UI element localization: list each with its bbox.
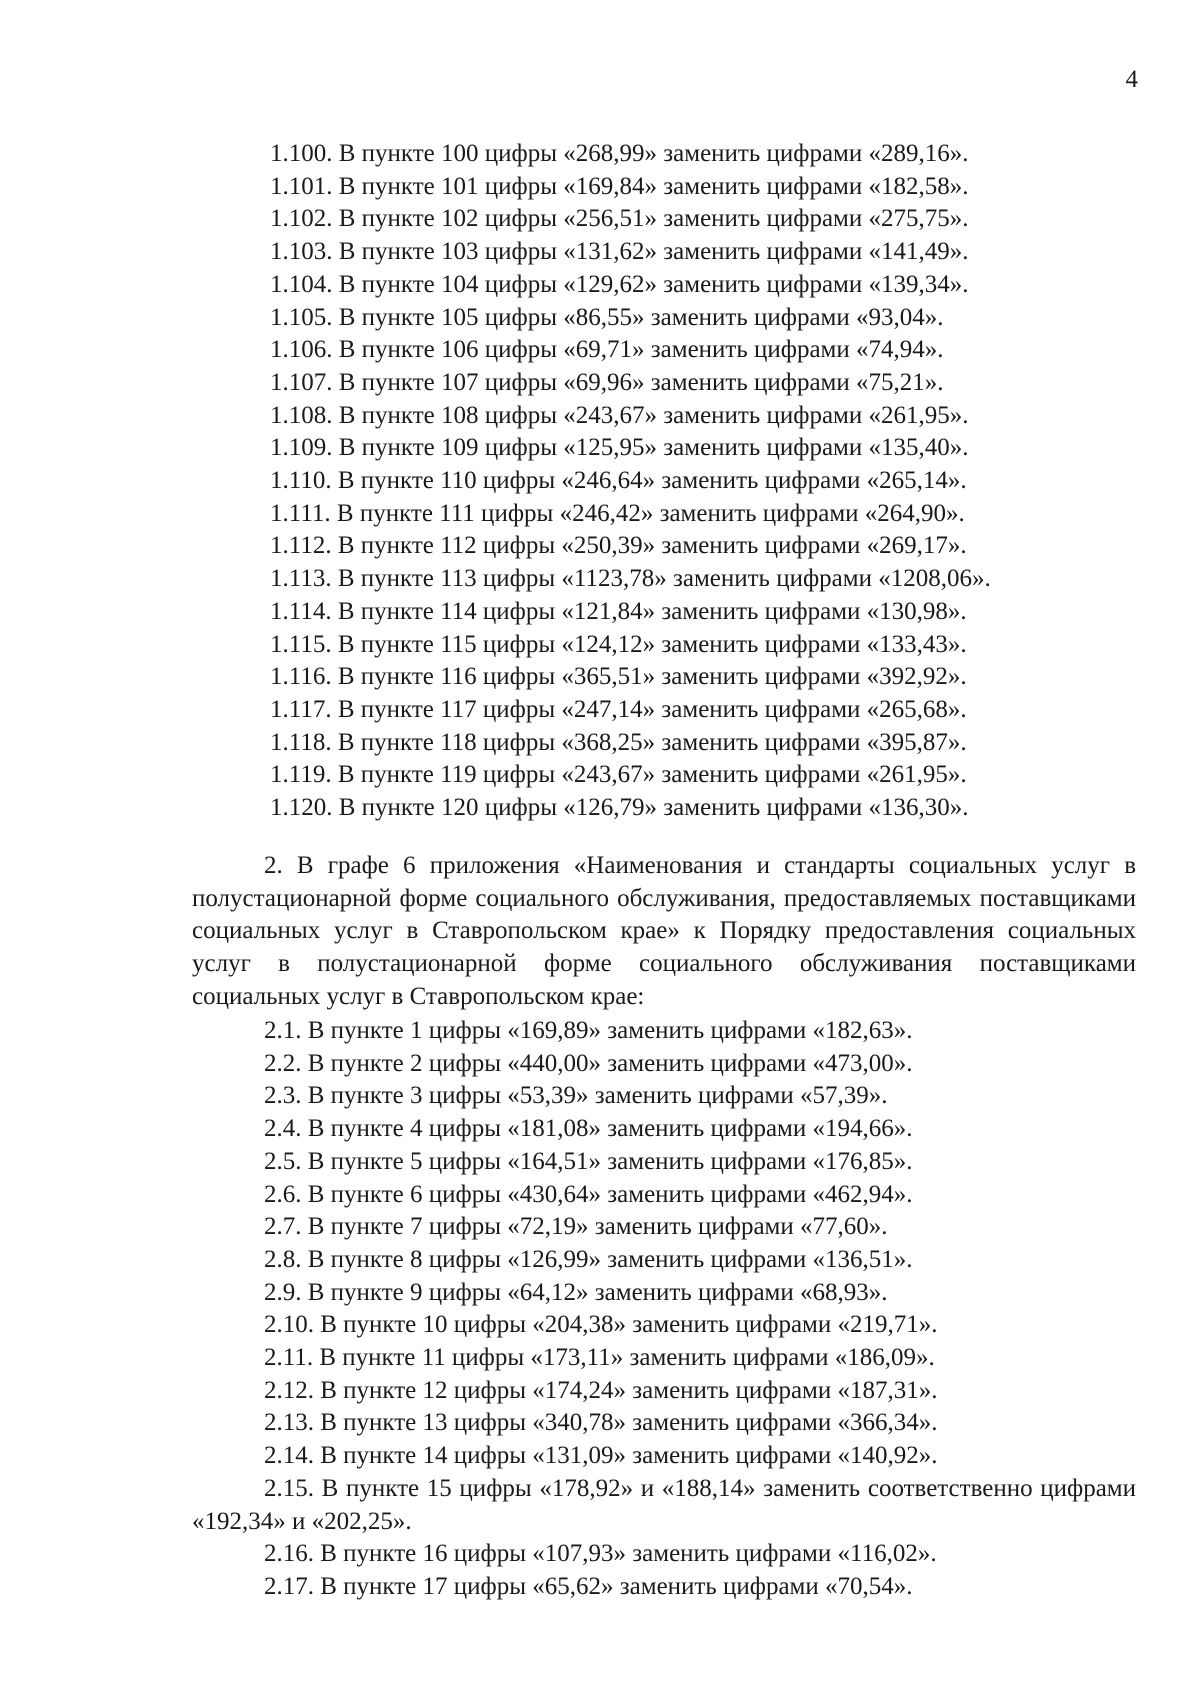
list-item: 1.110. В пункте 110 цифры «246,64» заменить цифрами «265,14». — [270, 467, 967, 495]
list-item: 1.103. В пункте 103 цифры «131,62» заменить цифрами «141,49». — [270, 238, 969, 266]
list-item: 1.107. В пункте 107 цифры «69,96» заменить цифрами «75,21». — [270, 368, 944, 396]
list-item: 1.102. В пункте 102 цифры «256,51» заменить цифрами «275,75». — [270, 205, 969, 233]
list-item: 2.2. В пункте 2 цифры «440,00» заменить цифрами «473,00». — [264, 1049, 913, 1077]
section-2-intro-paragraph: 2. В графе 6 приложения «Наименования и стандарты социальных услуг в полустационарной форме социального обслуживания, предоставляемых поставщиками социальных услуг в Ставропольском крае» к Порядку предоставления социальных услуг в полустационарной форме социального обслуживания поставщиками социальных услуг в Ставропольском крае: — [192, 852, 1136, 1010]
list-item: 1.108. В пункте 108 цифры «243,67» заменить цифрами «261,95». — [270, 401, 969, 429]
list-item: 2.8. В пункте 8 цифры «126,99» заменить цифрами «136,51». — [264, 1245, 913, 1273]
list-item: 2.10. В пункте 10 цифры «204,38» заменить цифрами «219,71». — [264, 1311, 938, 1339]
section-1-list — [270, 138, 991, 825]
list-item: 1.114. В пункте 114 цифры «121,84» заменить цифрами «130,98». — [270, 597, 967, 625]
list-item: 1.120. В пункте 120 цифры «126,79» заменить цифрами «136,30». — [270, 794, 969, 822]
section-2-list — [192, 1015, 1136, 1604]
list-item: 1.112. В пункте 112 цифры «250,39» заменить цифрами «269,17». — [270, 532, 967, 560]
list-item: 1.106. В пункте 106 цифры «69,71» заменить цифрами «74,94». — [270, 336, 944, 364]
list-item: 2.3. В пункте 3 цифры «53,39» заменить цифрами «57,39». — [264, 1082, 888, 1110]
page-number: 4 — [1125, 66, 1138, 93]
list-item: 1.113. В пункте 113 цифры «1123,78» заменить цифрами «1208,06». — [270, 565, 991, 593]
list-item: 1.105. В пункте 105 цифры «86,55» заменить цифрами «93,04». — [270, 303, 944, 331]
list-item: 2.7. В пункте 7 цифры «72,19» заменить цифрами «77,60». — [264, 1213, 888, 1241]
list-item: 1.118. В пункте 118 цифры «368,25» заменить цифрами «395,87». — [270, 728, 967, 756]
list-item: 1.115. В пункте 115 цифры «124,12» заменить цифрами «133,43». — [270, 630, 967, 658]
list-item: 1.100. В пункте 100 цифры «268,99» заменить цифрами «289,16». — [270, 140, 969, 167]
list-item: 2.15. В пункте 15 цифры «178,92» и «188,14» заменить соответственно цифрами «192,34» и «202,25». — [192, 1474, 1136, 1535]
list-item: 1.104. В пункте 104 цифры «129,62» заменить цифрами «139,34». — [270, 270, 969, 298]
list-item: 1.117. В пункте 117 цифры «247,14» заменить цифрами «265,68». — [270, 695, 967, 723]
list-item: 2.17. В пункте 17 цифры «65,62» заменить цифрами «70,54». — [264, 1572, 913, 1600]
list-item: 2.11. В пункте 11 цифры «173,11» заменить цифрами «186,09». — [264, 1344, 935, 1372]
list-item: 1.116. В пункте 116 цифры «365,51» заменить цифрами «392,92». — [270, 663, 967, 691]
list-item: 2.14. В пункте 14 цифры «131,09» заменить цифрами «140,92». — [264, 1442, 938, 1470]
list-item: 2.13. В пункте 13 цифры «340,78» заменить цифрами «366,34». — [264, 1409, 938, 1437]
list-item: 1.101. В пункте 101 цифры «169,84» заменить цифрами «182,58». — [270, 172, 969, 200]
list-item: 2.16. В пункте 16 цифры «107,93» заменить цифрами «116,02». — [264, 1540, 937, 1568]
list-item: 2.5. В пункте 5 цифры «164,51» заменить цифрами «176,85». — [264, 1147, 913, 1175]
list-item: 2.12. В пункте 12 цифры «174,24» заменить цифрами «187,31». — [264, 1376, 938, 1404]
list-item: 1.119. В пункте 119 цифры «243,67» заменить цифрами «261,95». — [270, 761, 967, 789]
list-item: 2.1. В пункте 1 цифры «169,89» заменить цифрами «182,63». — [264, 1017, 913, 1044]
list-item: 1.109. В пункте 109 цифры «125,95» заменить цифрами «135,40». — [270, 434, 969, 462]
list-item: 2.6. В пункте 6 цифры «430,64» заменить цифрами «462,94». — [264, 1180, 913, 1208]
list-item: 1.111. В пункте 111 цифры «246,42» заменить цифрами «264,90». — [270, 499, 965, 527]
list-item: 2.9. В пункте 9 цифры «64,12» заменить цифрами «68,93». — [264, 1278, 888, 1306]
list-item: 2.4. В пункте 4 цифры «181,08» заменить цифрами «194,66». — [264, 1115, 913, 1143]
